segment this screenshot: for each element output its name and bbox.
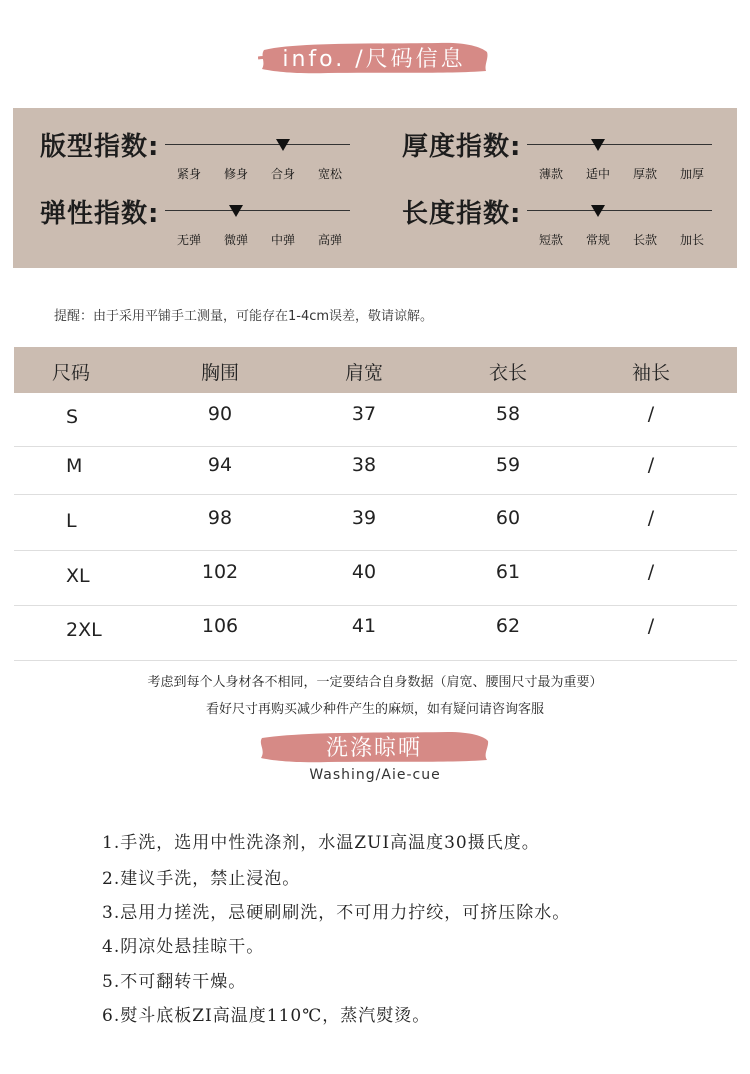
table-cell: 102 (201, 561, 239, 583)
table-cell: / (647, 561, 655, 583)
table-row (14, 551, 737, 606)
index-option-label: 微弹 (223, 233, 249, 247)
index-option-label: 中弹 (270, 233, 296, 247)
table-cell: 60 (495, 507, 521, 529)
index-option-label: 加厚 (679, 167, 705, 181)
index-option-label: 高弹 (317, 233, 343, 247)
table-cell: / (647, 454, 655, 476)
index-title: 版型指数: (40, 132, 160, 162)
table-cell: / (647, 507, 655, 529)
wash-banner-subtitle: Washing/Aie-cue (309, 767, 441, 783)
size-table-header (14, 347, 737, 393)
fit-index-panel (13, 108, 737, 268)
index-selected-marker (276, 139, 290, 151)
table-cell: 40 (351, 561, 377, 583)
wash-instruction-item: 1.手洗，选用中性洗涤剂，水温ZUI高温度30摄氏度。 (102, 833, 540, 853)
table-header-cell: 胸围 (200, 362, 240, 384)
index-selected-marker (229, 205, 243, 217)
table-header-cell: 肩宽 (344, 362, 384, 384)
index-scale-line (165, 144, 350, 145)
index-title: 厚度指数: (402, 132, 522, 162)
size-label-cell: L (66, 510, 77, 532)
index-option-label: 长款 (632, 233, 658, 247)
table-cell: 94 (207, 454, 233, 476)
size-label-cell: XL (66, 565, 90, 587)
wash-instruction-item: 2.建议手洗，禁止浸泡。 (102, 869, 301, 889)
table-header-cell: 尺码 (51, 362, 91, 384)
table-row (14, 447, 737, 495)
wash-instruction-item: 4.阴凉处悬挂晾干。 (102, 937, 265, 957)
wash-instruction-item: 5.不可翻转干燥。 (102, 972, 247, 992)
index-option-label: 紧身 (176, 167, 202, 181)
wash-instruction-item: 6.熨斗底板ZI高温度110℃，蒸汽熨烫。 (102, 1006, 431, 1026)
size-table-body (14, 393, 737, 661)
index-title: 弹性指数: (40, 199, 160, 229)
table-header-cell: 袖长 (631, 362, 671, 384)
index-option-label: 无弹 (176, 233, 202, 247)
wash-instruction-item: 3.忌用力搓洗，忌硬刷刷洗，不可用力拧绞，可挤压除水。 (102, 903, 571, 923)
index-option-label: 短款 (538, 233, 564, 247)
index-scale-line (527, 210, 712, 211)
index-option-label: 适中 (585, 167, 611, 181)
info-banner (258, 38, 490, 76)
table-row (14, 393, 737, 447)
index-option-label: 合身 (270, 167, 296, 181)
wash-banner (258, 728, 490, 764)
table-cell: 59 (495, 454, 521, 476)
table-cell: 38 (351, 454, 377, 476)
table-cell: 58 (495, 403, 521, 425)
table-cell: / (647, 403, 655, 425)
index-scale-line (527, 144, 712, 145)
size-label-cell: M (66, 455, 83, 477)
index-scale-line (165, 210, 350, 211)
table-cell: / (647, 615, 655, 637)
index-option-label: 宽松 (317, 167, 343, 181)
info-banner-title: info. /尺码信息 (282, 47, 466, 72)
table-cell: 90 (207, 403, 233, 425)
index-option-label: 薄款 (538, 167, 564, 181)
wash-banner-title: 洗涤晾晒 (325, 736, 422, 761)
table-cell: 62 (495, 615, 521, 637)
index-selected-marker (591, 205, 605, 217)
table-cell: 41 (351, 615, 377, 637)
size-label-cell: S (66, 406, 79, 428)
index-option-label: 厚款 (632, 167, 658, 181)
table-cell: 106 (201, 615, 239, 637)
index-title: 长度指数: (402, 199, 522, 229)
size-footnote-1: 考虑到每个人身材各不相同，一定要结合自身数据（肩宽、腰围尺寸最为重要） (147, 675, 603, 690)
size-table (14, 347, 737, 661)
table-row (14, 495, 737, 551)
table-cell: 37 (351, 403, 377, 425)
table-header-cell: 衣长 (488, 362, 528, 384)
table-cell: 98 (207, 507, 233, 529)
index-option-label: 常规 (585, 233, 611, 247)
index-option-label: 修身 (223, 167, 249, 181)
measurement-note: 提醒：由于采用平铺手工测量，可能存在1-4cm误差，敬请谅解。 (54, 309, 434, 324)
index-selected-marker (591, 139, 605, 151)
index-option-label: 加长 (679, 233, 705, 247)
table-row (14, 606, 737, 661)
size-label-cell: 2XL (66, 619, 102, 641)
size-footnote-2: 看好尺寸再购买减少种件产生的麻烦，如有疑问请咨询客服 (205, 702, 544, 717)
table-cell: 61 (495, 561, 521, 583)
table-cell: 39 (351, 507, 377, 529)
